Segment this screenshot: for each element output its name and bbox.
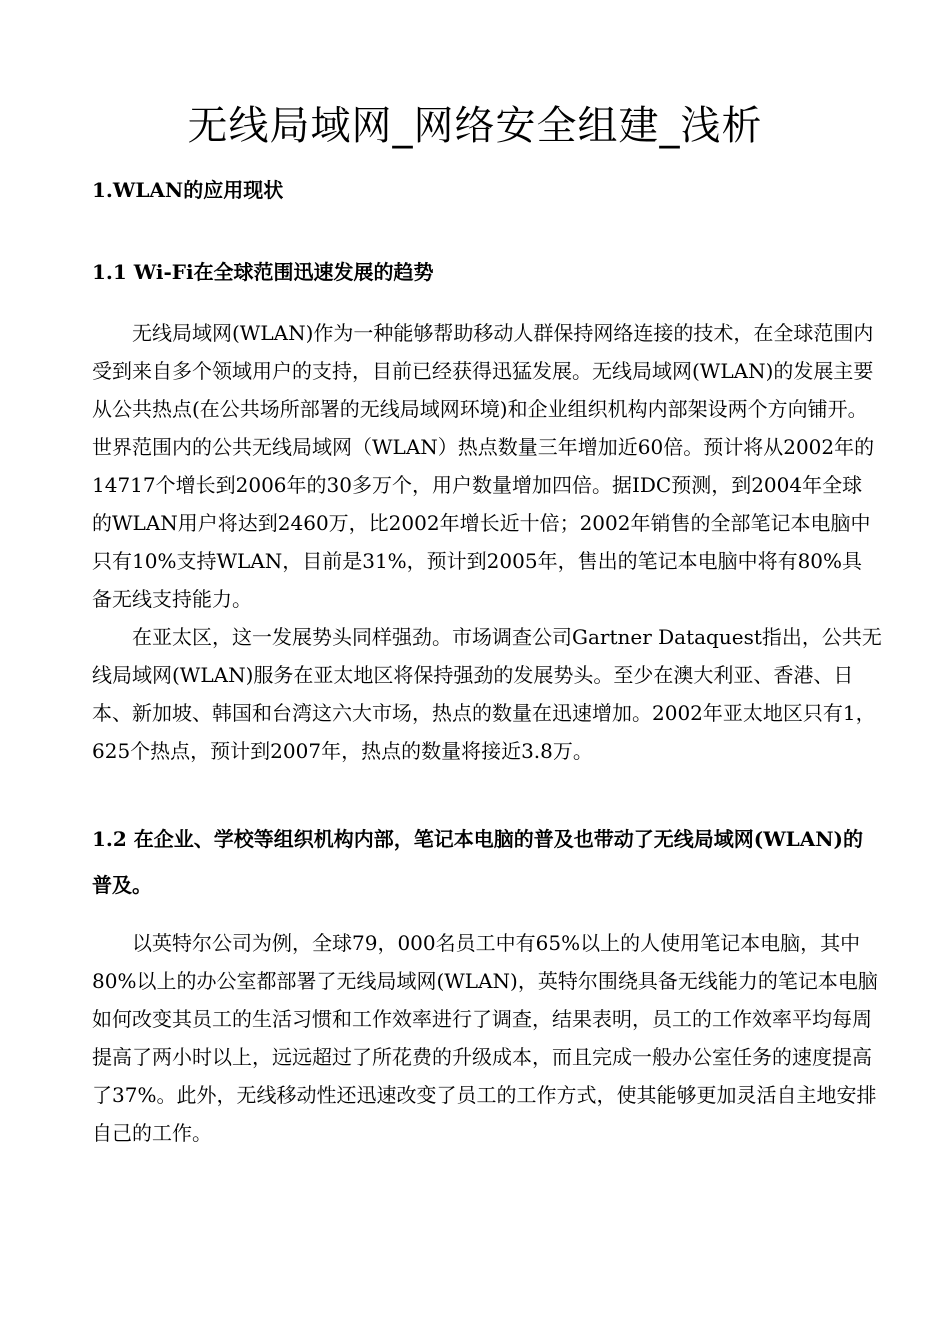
- document-title: 无线局域网_网络安全组建_浅析: [187, 103, 763, 149]
- section-heading-1: 1.WLAN的应用现状: [92, 178, 284, 202]
- section-heading-1-2: 1.2 在企业、学校等组织机构内部，笔记本电脑的普及也带动了无线局域网(WLAN)的普及。: [92, 827, 864, 897]
- paragraph: 在亚太区，这一发展势头同样强劲。市场调查公司Gartner Dataquest指出，公共无线局域网(WLAN)服务在亚太地区将保持强劲的发展势头。至少在澳大利亚、香港、日本、新加坡、韩国和台湾这六大市场，热点的数量在迅速增加。2002年亚太地区只有1，625个热点，预计到2007年，热点的数量将接近3.8万。: [92, 625, 882, 763]
- section-1-2-body: [92, 924, 882, 1152]
- section-1-1-body: [92, 314, 882, 770]
- section-heading-1-1: 1.1 Wi-Fi在全球范围迅速发展的趋势: [92, 260, 434, 284]
- paragraph: 无线局域网(WLAN)作为一种能够帮助移动人群保持网络连接的技术，在全球范围内受到来自多个领域用户的支持，目前已经获得迅猛发展。无线局域网(WLAN)的发展主要从公共热点(在公共场所部署的无线局域网环境)和企业组织机构内部架设两个方向铺开。世界范围内的公共无线局域网（WLAN）热点数量三年增加近60倍。预计将从2002年的14717个增长到2006年的30多万个，用户数量增加四倍。据IDC预测，到2004年全球的WLAN用户将达到2460万，比2002年增长近十倍；2002年销售的全部笔记本电脑中只有10%支持WLAN，目前是31%，预计到2005年，售出的笔记本电脑中将有80%具备无线支持能力。: [92, 321, 875, 611]
- paragraph: 以英特尔公司为例，全球79，000名员工中有65%以上的人使用笔记本电脑，其中80%以上的办公室都部署了无线局域网(WLAN)，英特尔围绕具备无线能力的笔记本电脑如何改变其员工的生活习惯和工作效率进行了调查，结果表明，员工的工作效率平均每周提高了两小时以上，远远超过了所花费的升级成本，而且完成一般办公室任务的速度提高了37%。此外，无线移动性还迅速改变了员工的工作方式，使其能够更加灵活自主地安排自己的工作。: [92, 931, 878, 1145]
